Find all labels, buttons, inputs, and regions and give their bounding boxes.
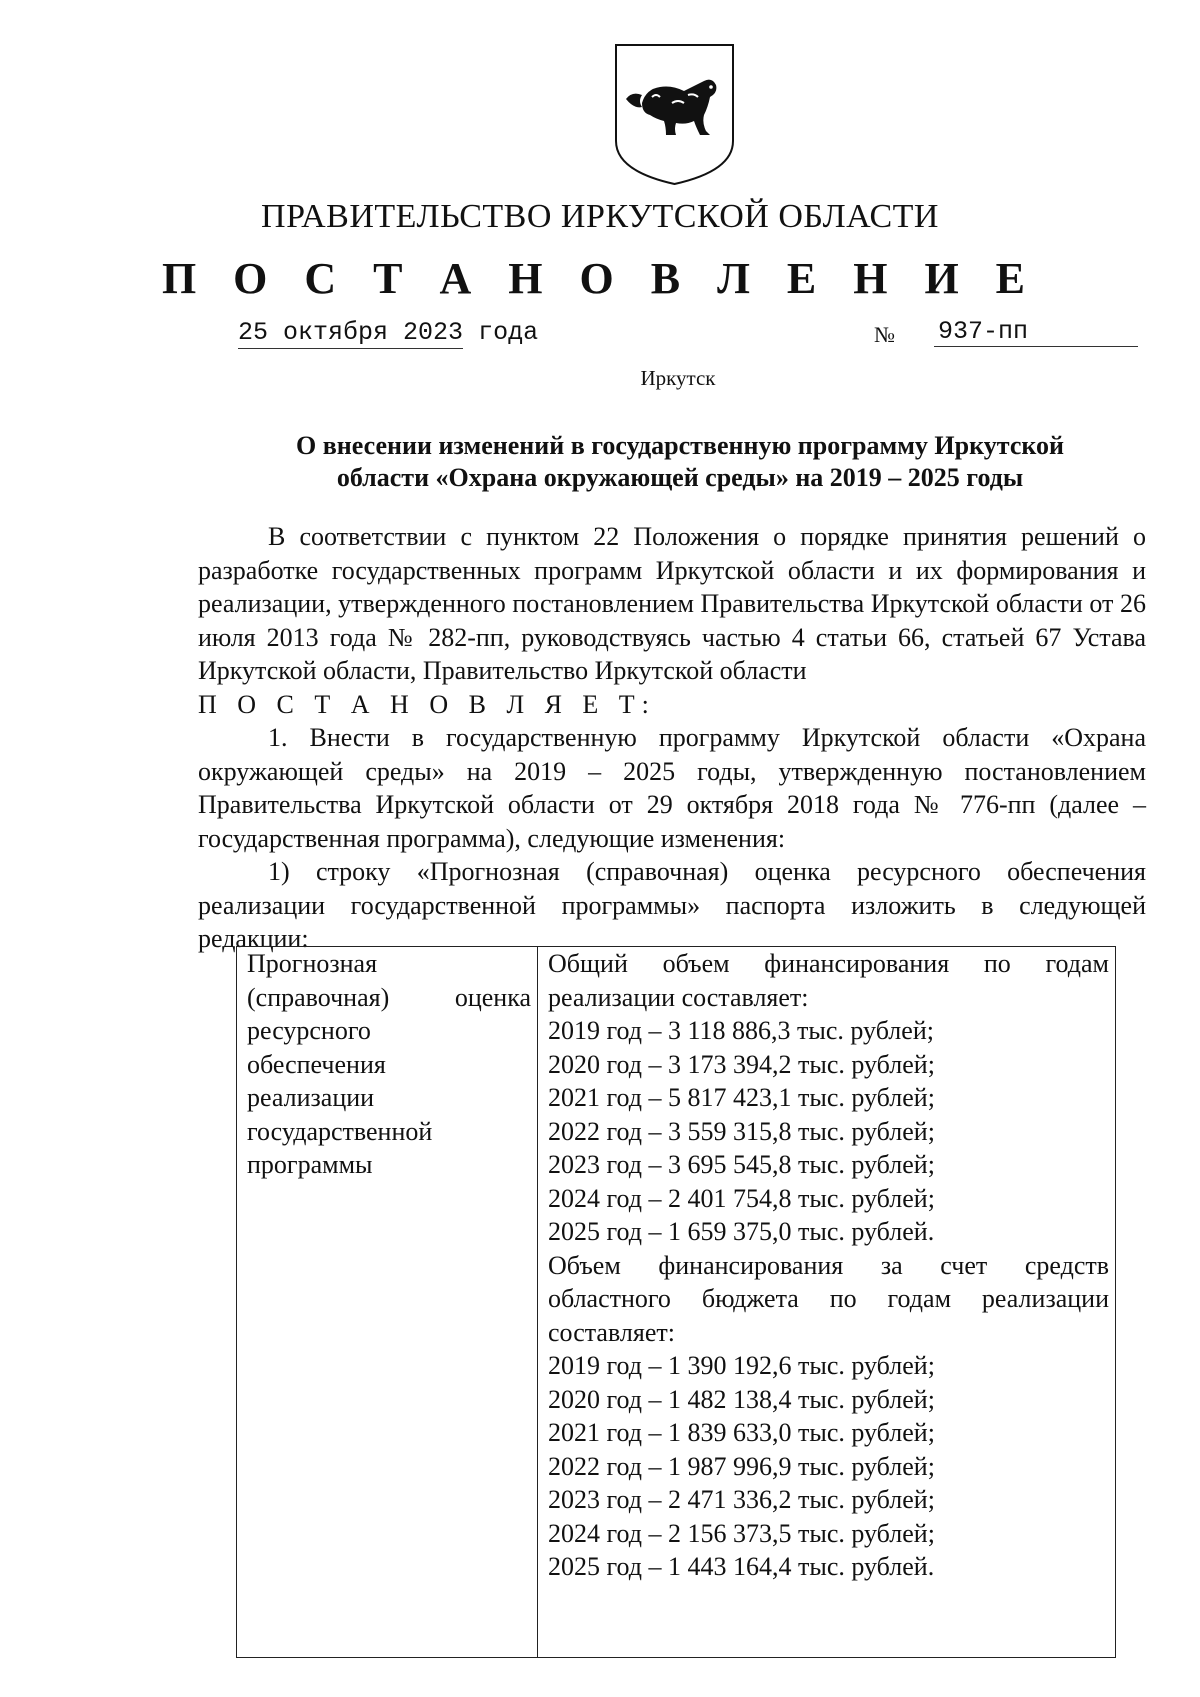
government-name: ПРАВИТЕЛЬСТВО ИРКУТСКОЙ ОБЛАСТИ xyxy=(261,198,939,235)
regional-line: 2020 год – 1 482 138,4 тыс. рублей; xyxy=(548,1384,935,1414)
regional-heading: составляет: xyxy=(548,1317,675,1347)
item-1-1-paragraph: 1) строку «Прогнозная (справочная) оценка ресурсного обеспечения реализации государственной программы» паспорта изложить в следующей редакции: xyxy=(198,857,1146,953)
row-label-cell xyxy=(237,947,538,1658)
label-line: (справочная) оценка xyxy=(247,982,531,1012)
label-line: программы xyxy=(247,1150,373,1179)
resolves-word: П О С Т А Н О В Л Я Е Т: xyxy=(198,689,656,719)
document-body xyxy=(198,520,1146,956)
passport-table xyxy=(236,946,1116,1658)
total-line: 2021 год – 5 817 423,1 тыс. рублей; xyxy=(548,1083,935,1112)
date-suffix: года xyxy=(478,318,539,347)
regional-line: 2025 год – 1 443 164,4 тыс. рублей. xyxy=(548,1552,935,1581)
title-line-2: области «Охрана окружающей среды» на 2019 – 2025 годы xyxy=(336,463,1024,492)
table-row xyxy=(237,947,1116,1658)
date-value: 25 октября 2023 xyxy=(238,318,464,347)
regional-line: 2023 год – 2 471 336,2 тыс. рублей; xyxy=(548,1485,935,1514)
total-heading: реализации составляет: xyxy=(548,982,809,1012)
label-line: обеспечения xyxy=(247,1049,386,1079)
total-line: 2024 год – 2 401 754,8 тыс. рублей; xyxy=(548,1183,935,1213)
coat-of-arms-emblem xyxy=(612,41,737,187)
total-line: 2023 год – 3 695 545,8 тыс. рублей; xyxy=(548,1150,935,1179)
row-value-cell xyxy=(538,947,1116,1658)
total-line: 2025 год – 1 659 375,0 тыс. рублей. xyxy=(548,1217,935,1246)
regional-line: 2024 год – 2 156 373,5 тыс. рублей; xyxy=(548,1518,935,1548)
total-line: 2020 год – 3 173 394,2 тыс. рублей; xyxy=(548,1049,935,1079)
preamble-paragraph: В соответствии с пунктом 22 Положения о порядке принятия решений о разработке государственных программ Иркутской области и их формирования и реализации, утвержденного постановлением Правительства Иркутской области от 26 июля 2013 года № 282-пп, руководствуясь частью 4 статьи 66, статьей 67 Устава Иркутской области, Правительство Иркутской области xyxy=(198,522,1146,685)
total-line: 2022 год – 3 559 315,8 тыс. рублей; xyxy=(548,1116,935,1146)
label-line: реализации xyxy=(247,1083,375,1112)
regional-line: 2019 год – 1 390 192,6 тыс. рублей; xyxy=(548,1351,935,1380)
number-value: 937-пп xyxy=(934,317,1138,347)
document-number xyxy=(874,317,1029,348)
document-date xyxy=(238,318,538,349)
total-line: 2019 год – 3 118 886,3 тыс. рублей; xyxy=(548,1016,934,1045)
total-heading: Общий объем финансирования по годам xyxy=(548,949,1109,978)
number-sign: № xyxy=(874,322,895,347)
document-title xyxy=(200,430,1160,494)
regional-heading: Объем финансирования за счет средств xyxy=(548,1250,1109,1280)
regional-line: 2021 год – 1 839 633,0 тыс. рублей; xyxy=(548,1418,935,1447)
label-line: государственной xyxy=(247,1116,433,1146)
item-1-paragraph: 1. Внести в государственную программу Иркутской области «Охрана окружающей среды» на 2019 – 2025 годы, утвержденную постановлением Правительства Иркутской области от 29 октября 2018 года № 776-пп (далее – государственная программа), следующие изменения: xyxy=(198,723,1146,853)
city-name: Иркутск xyxy=(640,366,716,390)
regional-heading: областного бюджета по годам реализации xyxy=(548,1284,1109,1313)
label-line: Прогнозная xyxy=(247,949,378,978)
regional-line: 2022 год – 1 987 996,9 тыс. рублей; xyxy=(548,1451,935,1481)
label-line: ресурсного xyxy=(247,1016,371,1045)
title-line-1: О внесении изменений в государственную программу Иркутской xyxy=(296,431,1064,460)
document-type-heading: П О С Т А Н О В Л Е Н И Е xyxy=(161,254,1039,303)
